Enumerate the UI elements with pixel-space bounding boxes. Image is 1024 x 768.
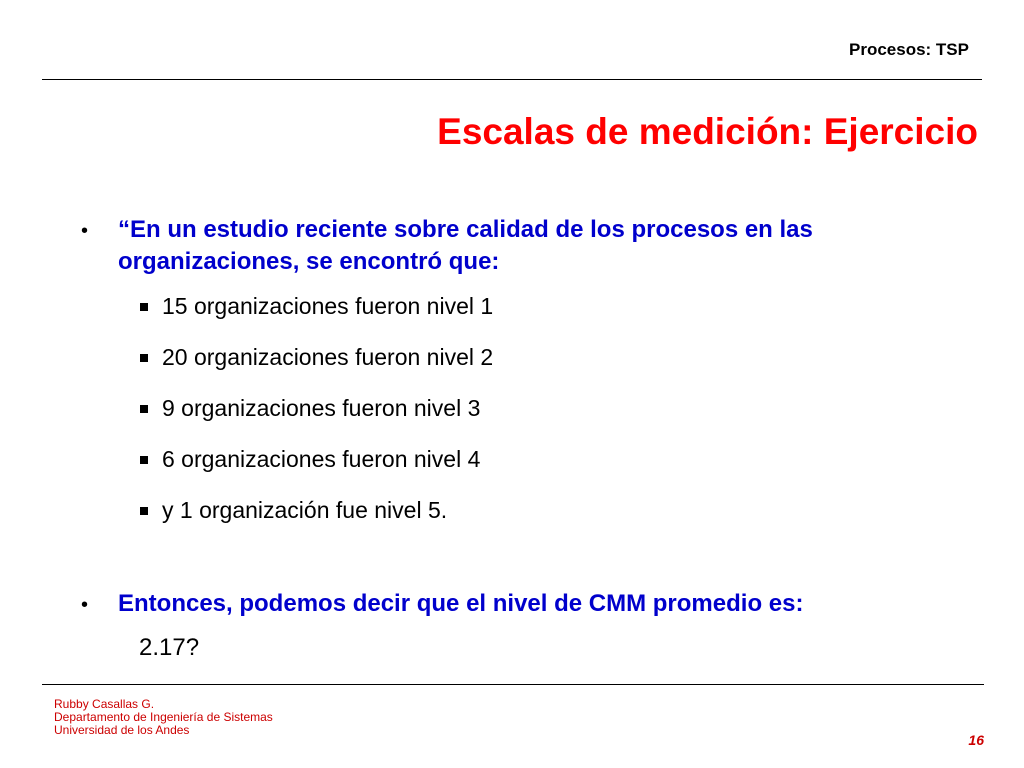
footer-university: Universidad de los Andes xyxy=(54,723,190,737)
sub-item-text: y 1 organización fue nivel 5. xyxy=(162,497,448,523)
footer-author: Rubby Casallas G. xyxy=(54,697,155,711)
bullet-marker-2: • xyxy=(81,594,89,616)
square-bullet-icon xyxy=(140,405,148,413)
sub-item-text: 6 organizaciones fueron nivel 4 xyxy=(162,446,481,472)
sub-item-text: 9 organizaciones fueron nivel 3 xyxy=(162,395,481,421)
bullet-text-2: Entonces, podemos decir que el nivel de CMM promedio es: xyxy=(118,590,804,617)
footer-department: Departamento de Ingeniería de Sistemas xyxy=(54,710,273,724)
page-number: 16 xyxy=(968,732,984,748)
sub-item-2 xyxy=(140,344,493,371)
sub-item-1 xyxy=(140,293,493,320)
square-bullet-icon xyxy=(140,303,148,311)
header-divider xyxy=(42,79,982,80)
sub-item-5 xyxy=(140,497,447,524)
bullet-text-1: “En un estudio reciente sobre calidad de los procesos en las organizaciones, se encontró que: xyxy=(118,216,813,275)
sub-item-4 xyxy=(140,446,480,473)
square-bullet-icon xyxy=(140,456,148,464)
slide-title: Escalas de medición: Ejercicio xyxy=(437,111,978,152)
sub-item-3 xyxy=(140,395,480,422)
sub-item-text: 15 organizaciones fueron nivel 1 xyxy=(162,293,494,319)
square-bullet-icon xyxy=(140,507,148,515)
sub-item-text: 20 organizaciones fueron nivel 2 xyxy=(162,344,494,370)
answer-text: 2.17? xyxy=(139,634,200,661)
header-title: Procesos: TSP xyxy=(849,40,969,59)
bullet-marker-1: • xyxy=(81,220,89,242)
footer-divider xyxy=(42,684,984,685)
square-bullet-icon xyxy=(140,354,148,362)
